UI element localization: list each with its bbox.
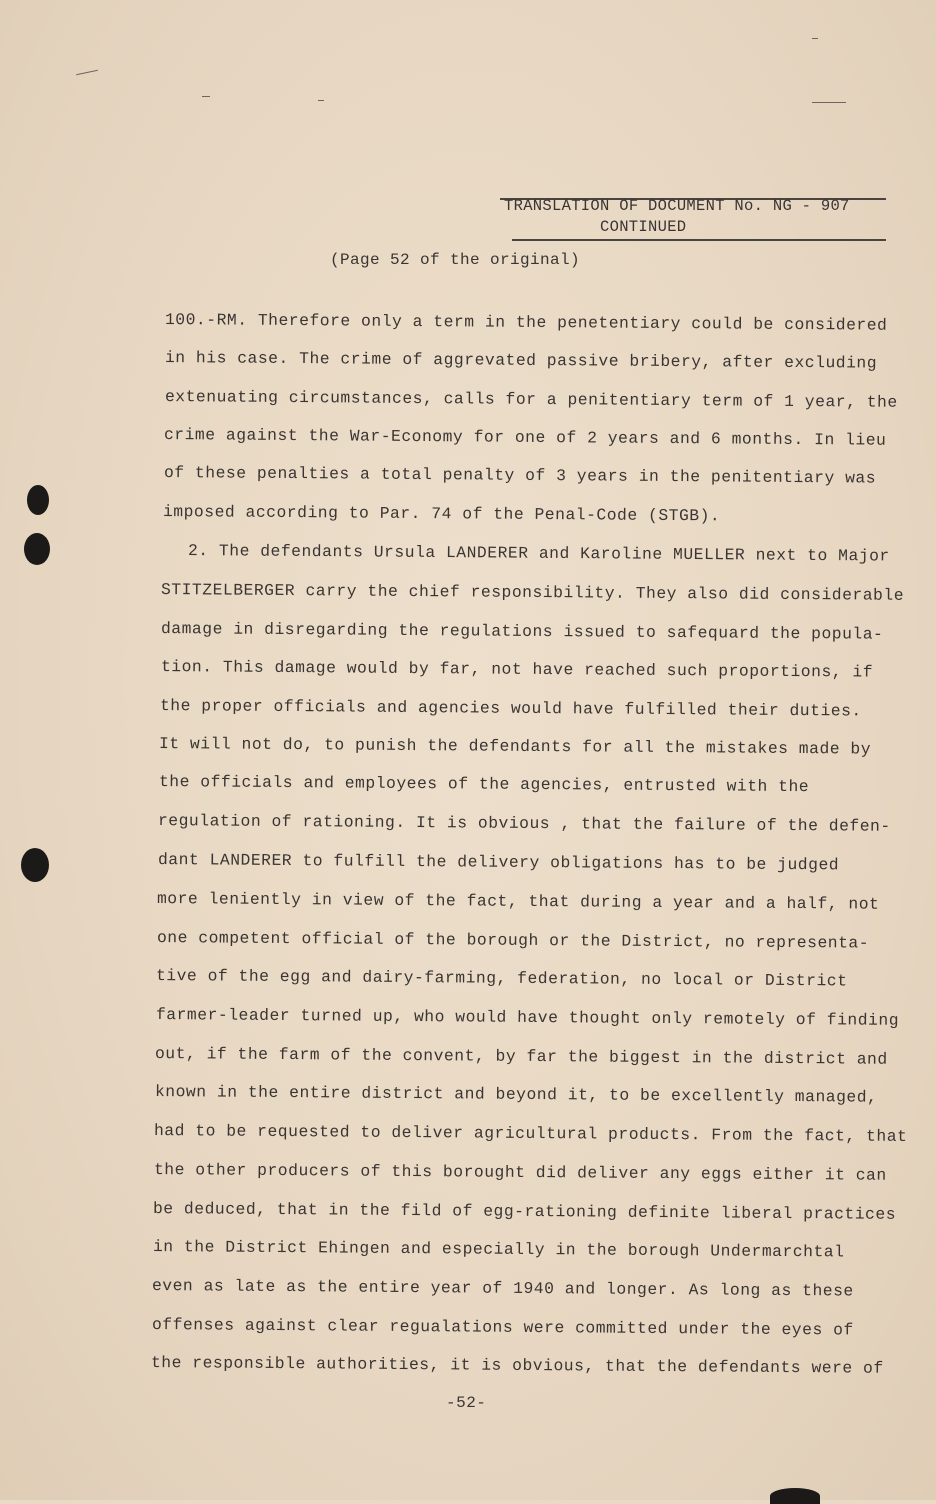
text-line: offenses against clear regualations were committed under the eyes of (151, 1315, 854, 1340)
text-line: be deduced, that in the fild of egg-rationing definite liberal practices (152, 1199, 897, 1224)
text-line: the responsible authorities, it is obvious, that the defendants were of (150, 1353, 884, 1378)
text-line: tive of the egg and dairy-farming, federation, no local or District (155, 966, 848, 991)
original-page-reference: (Page 52 of the original) (330, 251, 581, 269)
text-line: one competent official of the borough or the District, no representa- (156, 928, 870, 953)
header-rule-bottom (512, 239, 886, 241)
page-number: -52- (446, 1394, 487, 1412)
text-line: crime against the War-Economy for one of 2 years and 6 months. In lieu (163, 425, 887, 450)
text-line: tion. This damage would by far, not have reached such proportions, if (160, 657, 874, 682)
paper-speck (318, 100, 324, 101)
text-line: regulation of rationing. It is obvious , that the failure of the defen- (157, 811, 891, 836)
text-line: the other producers of this borought did deliver any eggs either it can (153, 1160, 887, 1185)
text-line: farmer-leader turned up, who would have thought only remotely of finding (155, 1005, 900, 1030)
text-line: the officials and employees of the agencies, entrusted with the (158, 772, 810, 797)
text-line: had to be requested to deliver agricultural products. From the fact, that (153, 1121, 908, 1146)
punch-hole (27, 485, 49, 515)
text-line: of these penalties a total penalty of 3 years in the penitentiary was (163, 463, 877, 488)
document-title: TRANSLATION OF DOCUMENT No. NG - 907 (504, 197, 850, 215)
punch-hole (21, 848, 49, 882)
text-line: 2. The defendants Ursula LANDERER and Karoline MUELLER next to Major (187, 541, 890, 566)
punch-hole (770, 1488, 820, 1504)
text-line: It will not do, to punish the defendants for all the mistakes made by (158, 734, 872, 759)
text-line: imposed according to Par. 74 of the Penal-Code (STGB). (162, 502, 721, 526)
text-line: STITZELBERGER carry the chief responsibility. They also did considerable (160, 580, 905, 605)
text-line: out, if the farm of the convent, by far the biggest in the district and (154, 1044, 888, 1069)
text-line: dant LANDERER to fulfill the delivery obligations has to be judged (157, 850, 840, 875)
text-line: known in the entire district and beyond it, to be excellently managed, (154, 1082, 878, 1107)
text-line: extenuating circumstances, calls for a penitentiary term of 1 year, the (164, 387, 898, 412)
text-line: damage in disregarding the regulations issued to safequard the popula- (160, 619, 884, 644)
text-line: 100.-RM. Therefore only a term in the penetentiary could be considered (164, 310, 888, 335)
document-continued-label: CONTINUED (600, 218, 687, 236)
paper-speck (202, 96, 210, 97)
text-line: even as late as the entire year of 1940 and longer. As long as these (151, 1276, 854, 1301)
paper-speck (812, 38, 818, 39)
text-line: in the District Ehingen and especially in the borough Undermarchtal (152, 1237, 845, 1262)
paper-speck (812, 102, 846, 103)
text-line: more leniently in view of the fact, that during a year and a half, not (156, 889, 880, 914)
text-line: in his case. The crime of aggrevated passive bribery, after excluding (164, 348, 878, 373)
punch-hole (24, 533, 50, 565)
paper-speck (76, 70, 98, 76)
text-line: the proper officials and agencies would have fulfilled their duties. (159, 696, 862, 721)
